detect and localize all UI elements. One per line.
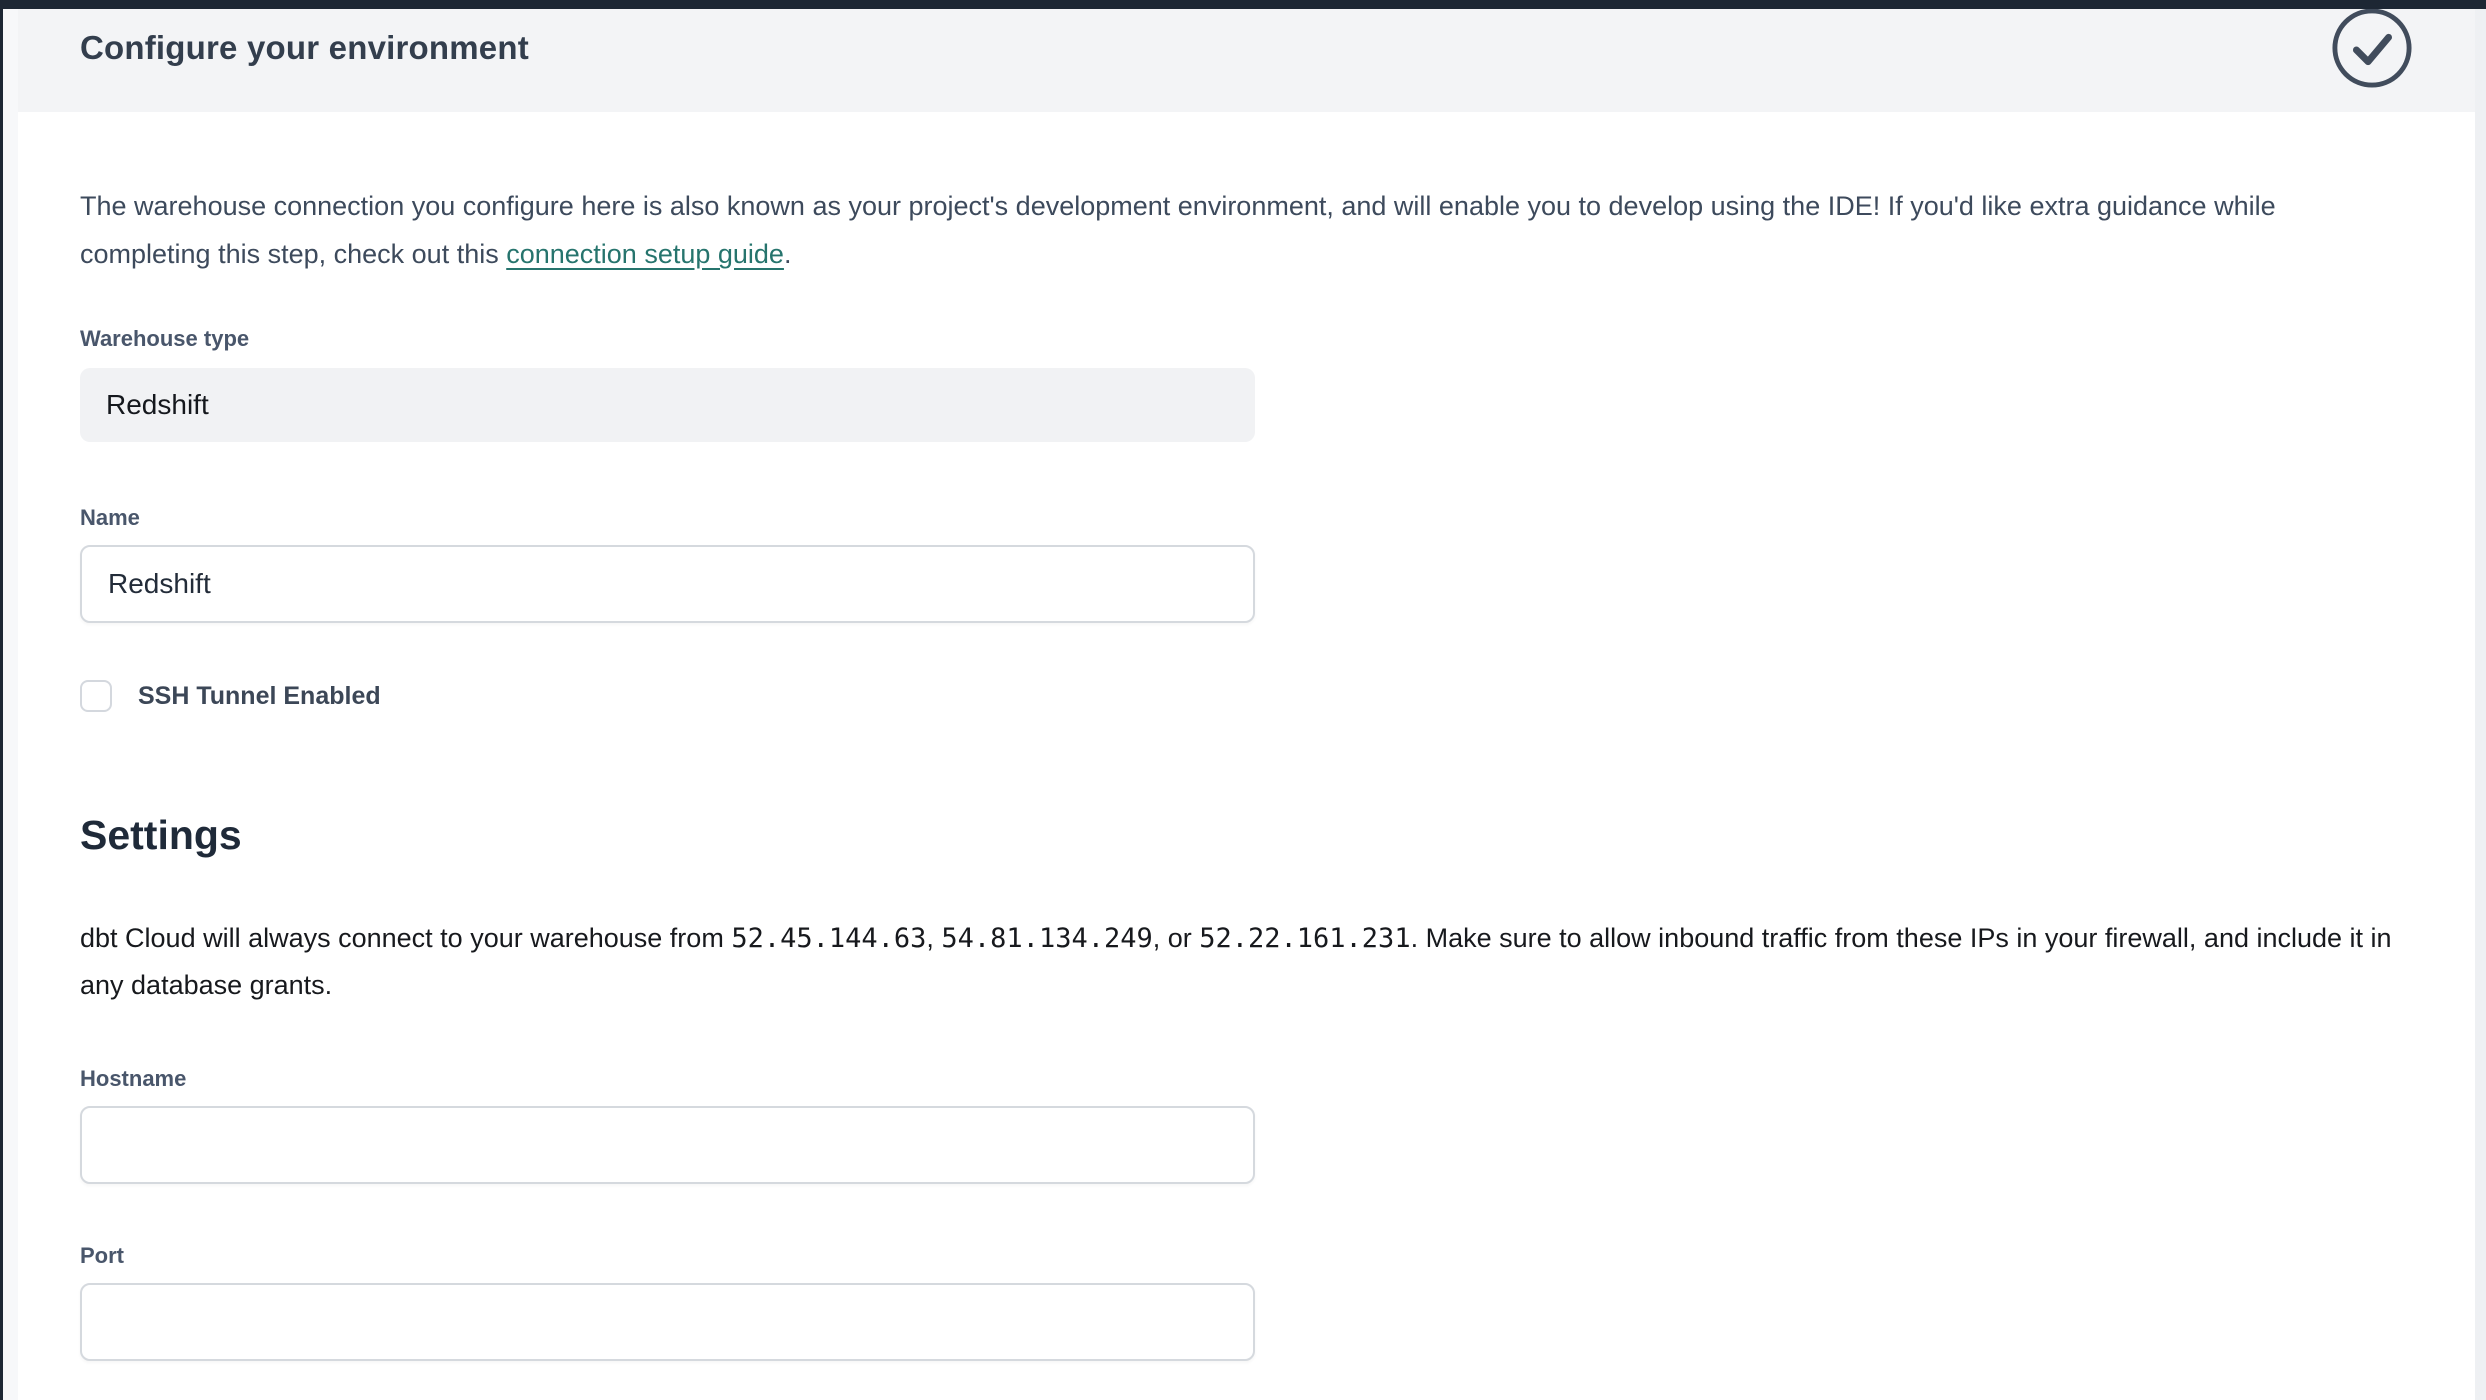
intro-text-after: . bbox=[783, 239, 792, 269]
port-label: Port bbox=[80, 1243, 124, 1268]
environment-setup-card bbox=[18, 9, 2475, 1361]
port-group bbox=[80, 1244, 2413, 1361]
card-header bbox=[18, 9, 2475, 112]
name-label: Name bbox=[80, 505, 140, 530]
warehouse-type-field: Redshift bbox=[80, 368, 1255, 442]
top-border bbox=[0, 0, 2486, 9]
hostname-label: Hostname bbox=[80, 1066, 187, 1091]
port-input[interactable] bbox=[80, 1283, 1255, 1361]
settings-heading: Settings bbox=[80, 812, 242, 858]
settings-description: dbt Cloud will always connect to your warehouse from 52.45.144.63, 54.81.134.249, or 52.22.161.231. Make sure to allow inbound traffic from these IPs in your firewall, and include it in any database grants. bbox=[80, 923, 2392, 1000]
connection-setup-guide-link[interactable]: connection setup guide bbox=[506, 239, 784, 269]
hostname-group bbox=[80, 1067, 2413, 1184]
ssh-tunnel-row bbox=[80, 680, 2413, 712]
hostname-input[interactable] bbox=[80, 1106, 1255, 1184]
ssh-tunnel-label: SSH Tunnel Enabled bbox=[138, 681, 381, 710]
ssh-tunnel-checkbox[interactable] bbox=[80, 680, 112, 712]
intro-text-before: The warehouse connection you configure here is also known as your project's development environment, and will enable you to develop using the IDE! If you'd like extra guidance while completing this step, check out this bbox=[80, 191, 2276, 269]
warehouse-type-group bbox=[80, 327, 2413, 442]
step-complete-check-icon bbox=[2331, 7, 2413, 89]
scroll-gutter bbox=[2475, 0, 2486, 1400]
left-gutter bbox=[3, 0, 18, 1400]
left-edge-border bbox=[0, 0, 3, 1400]
warehouse-type-label: Warehouse type bbox=[80, 326, 250, 351]
name-group bbox=[80, 506, 2413, 623]
name-input[interactable] bbox=[80, 545, 1255, 623]
intro-text bbox=[80, 182, 2352, 278]
card-body bbox=[18, 182, 2475, 1361]
page-title: Configure your environment bbox=[80, 29, 529, 66]
